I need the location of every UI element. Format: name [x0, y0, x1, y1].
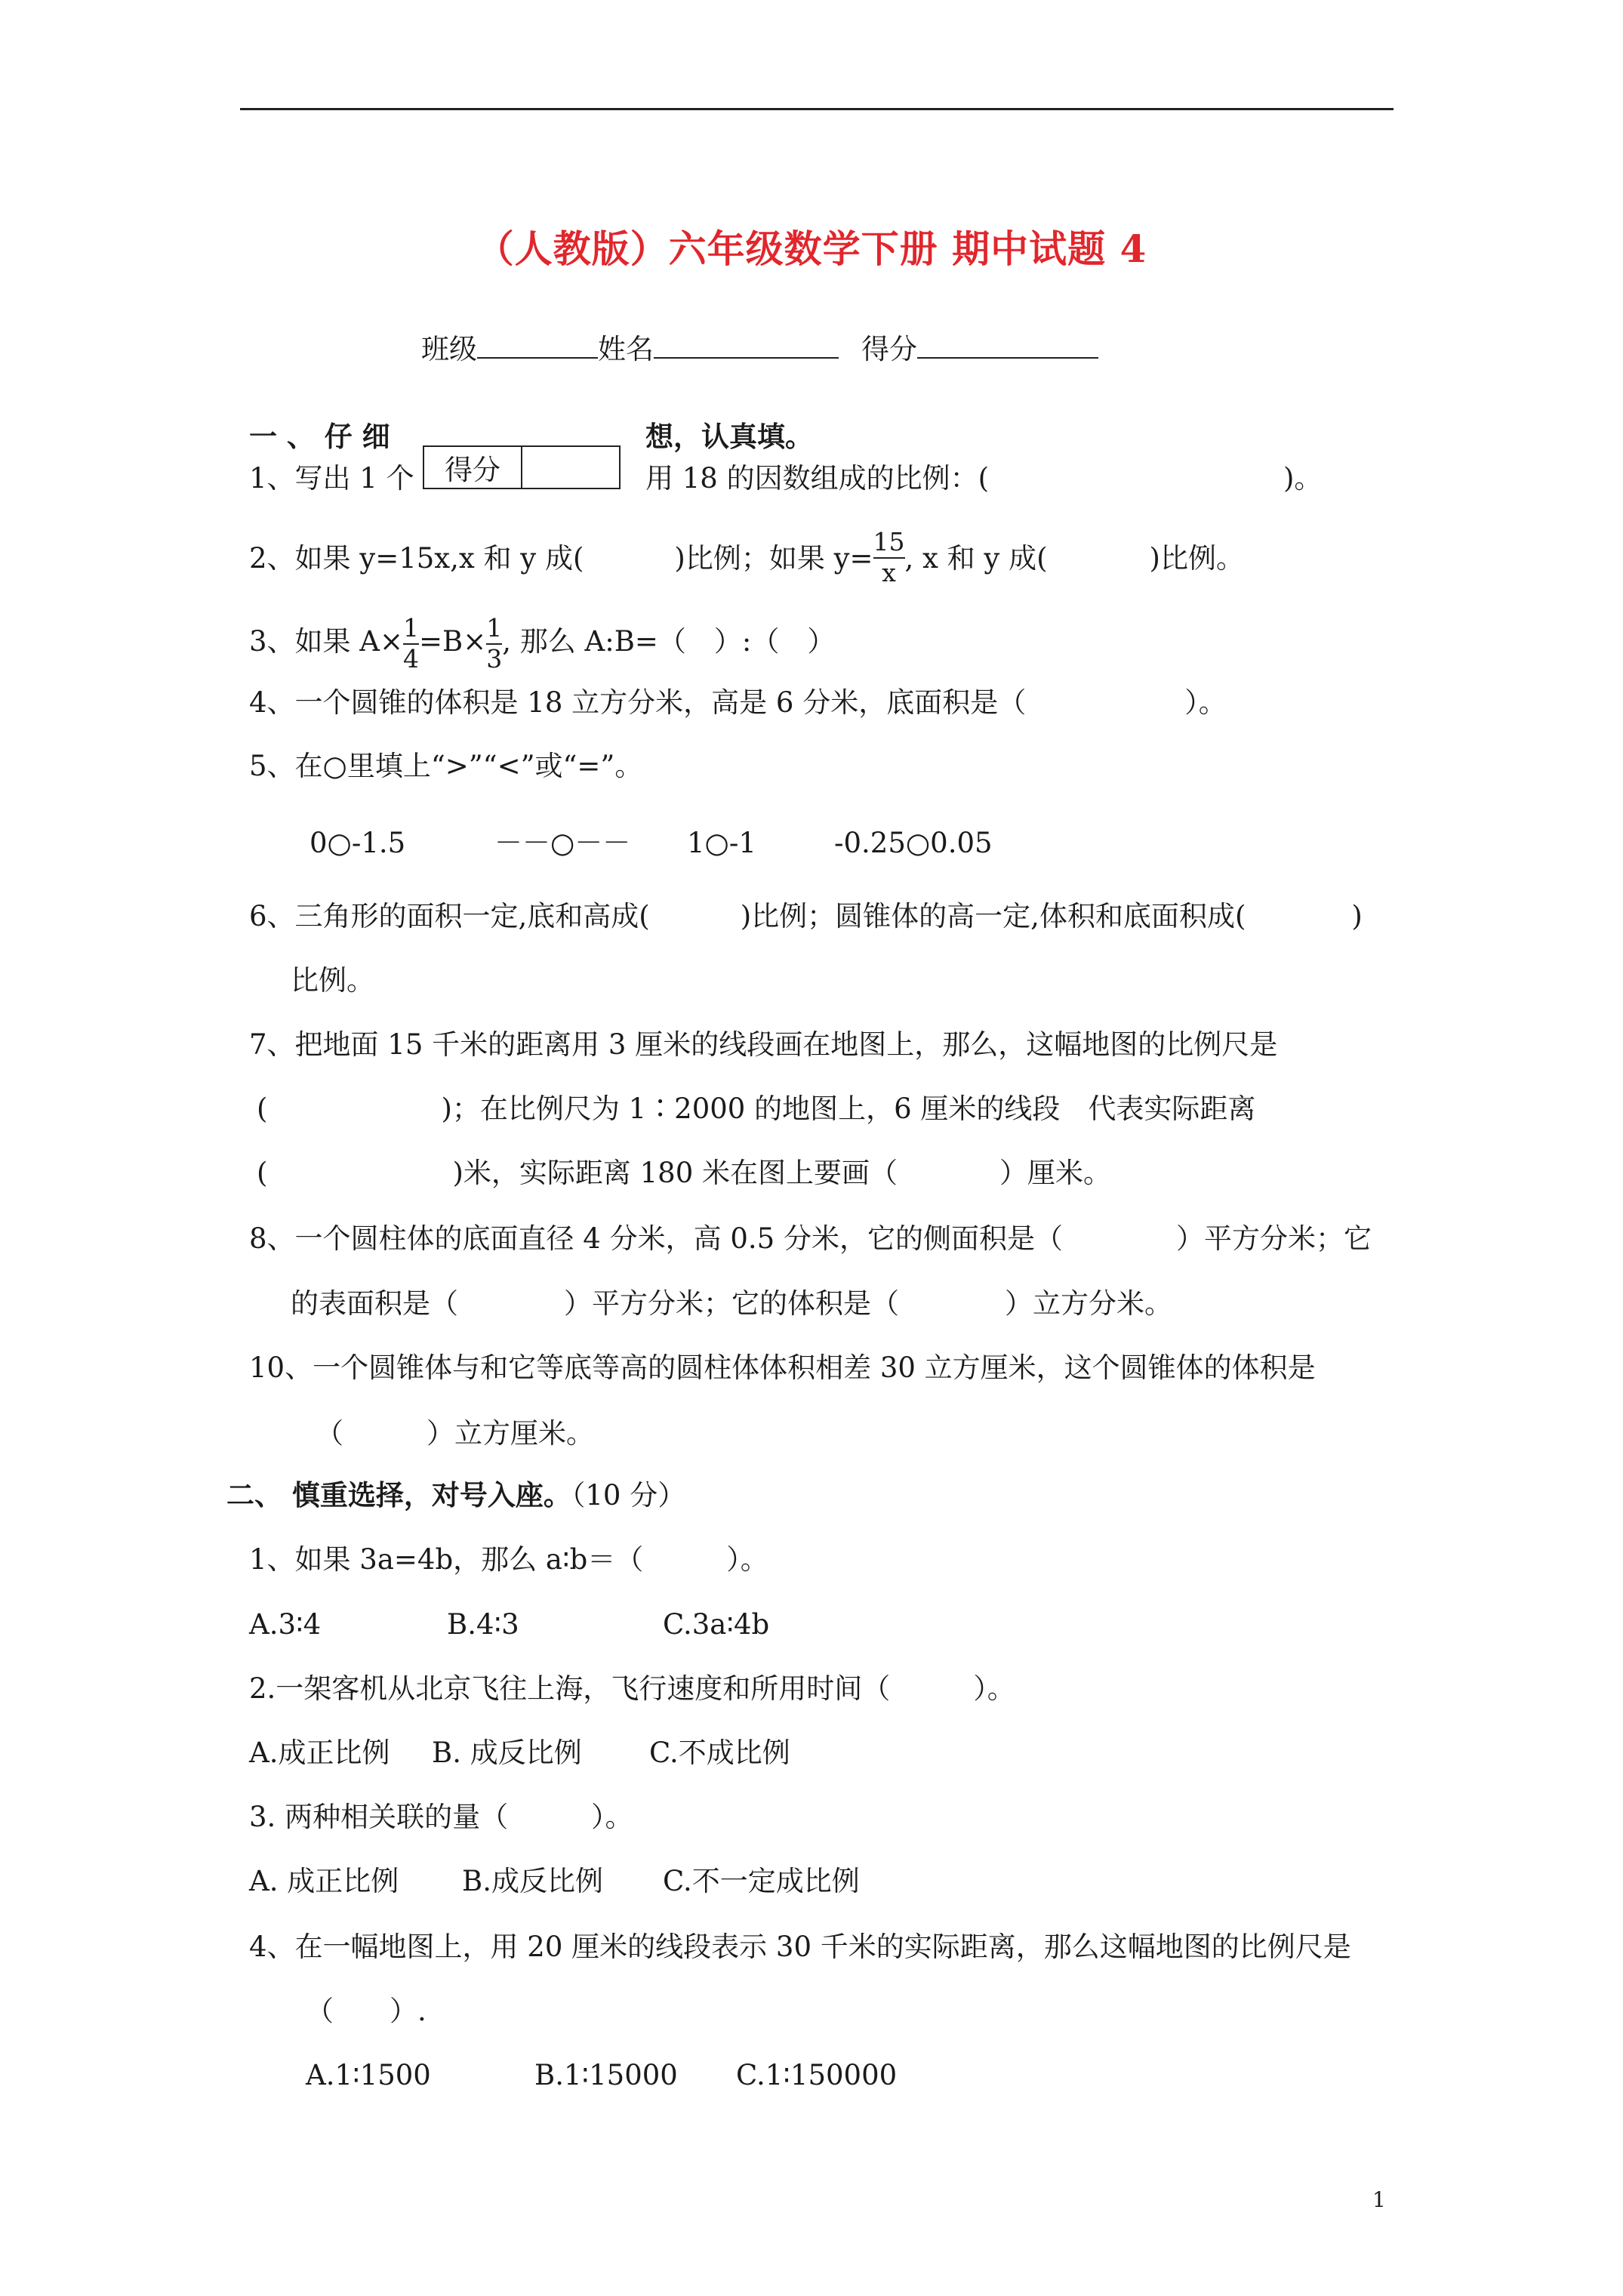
s2-q2-option-a[interactable]: A.成正比例 — [249, 1737, 390, 1769]
q5-item-4[interactable]: -0.25○0.05 — [834, 827, 993, 859]
s2-q3-option-c[interactable]: C.不一定成比例 — [663, 1865, 860, 1897]
score-label: 得分 — [861, 333, 917, 365]
q6-line-2: 比例。 — [291, 964, 374, 997]
header-rule — [240, 108, 1394, 110]
q2-fraction: $\frac{15}{x}$ — [873, 527, 905, 587]
s2-q1-option-a[interactable]: A.3∶4 — [249, 1608, 322, 1641]
q3-line: 3、如果 A× $\frac{1}{4}$ =B× $\frac{1}{3}$ , 那么 A:B=（ ）:（ ） — [249, 613, 836, 673]
score-box-input[interactable] — [522, 447, 619, 488]
s2-q2-option-b[interactable]: B. 成反比例 — [432, 1737, 582, 1769]
s2-q1-option-c[interactable]: C.3a∶4b — [663, 1608, 770, 1641]
q10-line-2: （ ）立方厘米。 — [316, 1417, 594, 1450]
q10-line-1: 10、一个圆锥体与和它等底等高的圆柱体体积相差 30 立方厘米，这个圆锥体的体积是 — [249, 1351, 1316, 1384]
section1-heading-b: 想，认真填。 — [645, 420, 813, 453]
q7-line-3: ( )米，实际距离 180 米在图上要画（ ）厘米。 — [257, 1157, 1112, 1189]
name-label: 姓名 — [598, 333, 654, 365]
page-number: 1 — [1372, 2187, 1386, 2212]
q1-text-a: 1、写出 1 个 — [249, 462, 414, 495]
q5-item-3[interactable]: 1○-1 — [687, 827, 756, 859]
score-box-label: 得分 — [424, 447, 522, 488]
section2-score: （10 分） — [571, 1479, 686, 1512]
s2-q4-option-c[interactable]: C.1∶150000 — [736, 2059, 898, 2091]
q7-line-1: 7、把地面 15 千米的距离用 3 厘米的线段画在地图上，那么，这幅地图的比例尺是 — [249, 1028, 1278, 1061]
section2-heading: 二、 慎重选择，对号入座。 — [226, 1478, 571, 1512]
s2-q1-option-b[interactable]: B.4∶3 — [447, 1608, 519, 1641]
q3-fraction-2: $\frac{1}{3}$ — [486, 613, 503, 673]
q5-item-2[interactable]: －－○－－ — [494, 827, 631, 859]
section2-heading-line — [226, 1478, 686, 1512]
q8-line-2: 的表面积是（ ）平方分米；它的体积是（ ）立方分米。 — [291, 1287, 1172, 1320]
s2-q4-option-a[interactable]: A.1∶1500 — [306, 2059, 431, 2091]
q3-fraction-1: $\frac{1}{4}$ — [403, 613, 420, 673]
q8-line-1: 8、一个圆柱体的底面直径 4 分米，高 0.5 分米，它的侧面积是（ ）平方分米；它 — [249, 1222, 1372, 1255]
s2-q4-line-2: （ ）. — [306, 1995, 427, 2027]
s2-q3-line: 3. 两种相关联的量（ ）。 — [249, 1801, 633, 1833]
q7-line-2: ( )；在比例尺为 1∶2000 的地图上，6 厘米的线段 代表实际距离 — [257, 1093, 1256, 1125]
q4-line: 4、一个圆锥的体积是 18 立方分米，高是 6 分米，底面积是（ ）。 — [249, 686, 1227, 719]
q2-line: 2、如果 y=15x,x 和 y 成( )比例；如果 y= $\frac{15}{x}$ , x 和 y 成( )比例。 — [249, 527, 1244, 587]
s2-q3-option-b[interactable]: B.成反比例 — [462, 1865, 603, 1897]
q1-text-b: 用 18 的因数组成的比例：( — [645, 462, 990, 495]
q5-text: 5、在○里填上“>”“<”或“=”。 — [249, 750, 643, 782]
section1-heading-a: 一 、 仔 细 — [249, 420, 390, 453]
name-blank[interactable] — [654, 330, 839, 359]
s2-q4-option-b[interactable]: B.1∶15000 — [534, 2059, 678, 2091]
exam-title: （人教版）六年级数学下册 期中试题 4 — [476, 227, 1147, 271]
s2-q2-line: 2.一架客机从北京飞往上海，飞行速度和所用时间（ ）。 — [249, 1672, 1015, 1705]
s2-q4-line-1: 4、在一幅地图上，用 20 厘米的线段表示 30 千米的实际距离，那么这幅地图的比例尺是 — [249, 1931, 1351, 1963]
score-blank[interactable] — [917, 330, 1098, 359]
s2-q1-line: 1、如果 3a=4b，那么 a∶b＝（ ）。 — [249, 1543, 768, 1576]
q6-line-1: 6、三角形的面积一定,底和高成( )比例；圆锥体的高一定,体积和底面积成( ) — [249, 900, 1363, 932]
class-label: 班级 — [421, 333, 477, 365]
s2-q2-option-c[interactable]: C.不成比例 — [649, 1737, 790, 1769]
score-box — [423, 445, 621, 489]
q5-item-1[interactable]: 0○-1.5 — [310, 827, 406, 859]
student-info-line — [421, 326, 1098, 367]
s2-q3-option-a[interactable]: A. 成正比例 — [249, 1865, 399, 1897]
class-blank[interactable] — [477, 330, 598, 359]
q1-text-c: )。 — [1283, 462, 1323, 495]
